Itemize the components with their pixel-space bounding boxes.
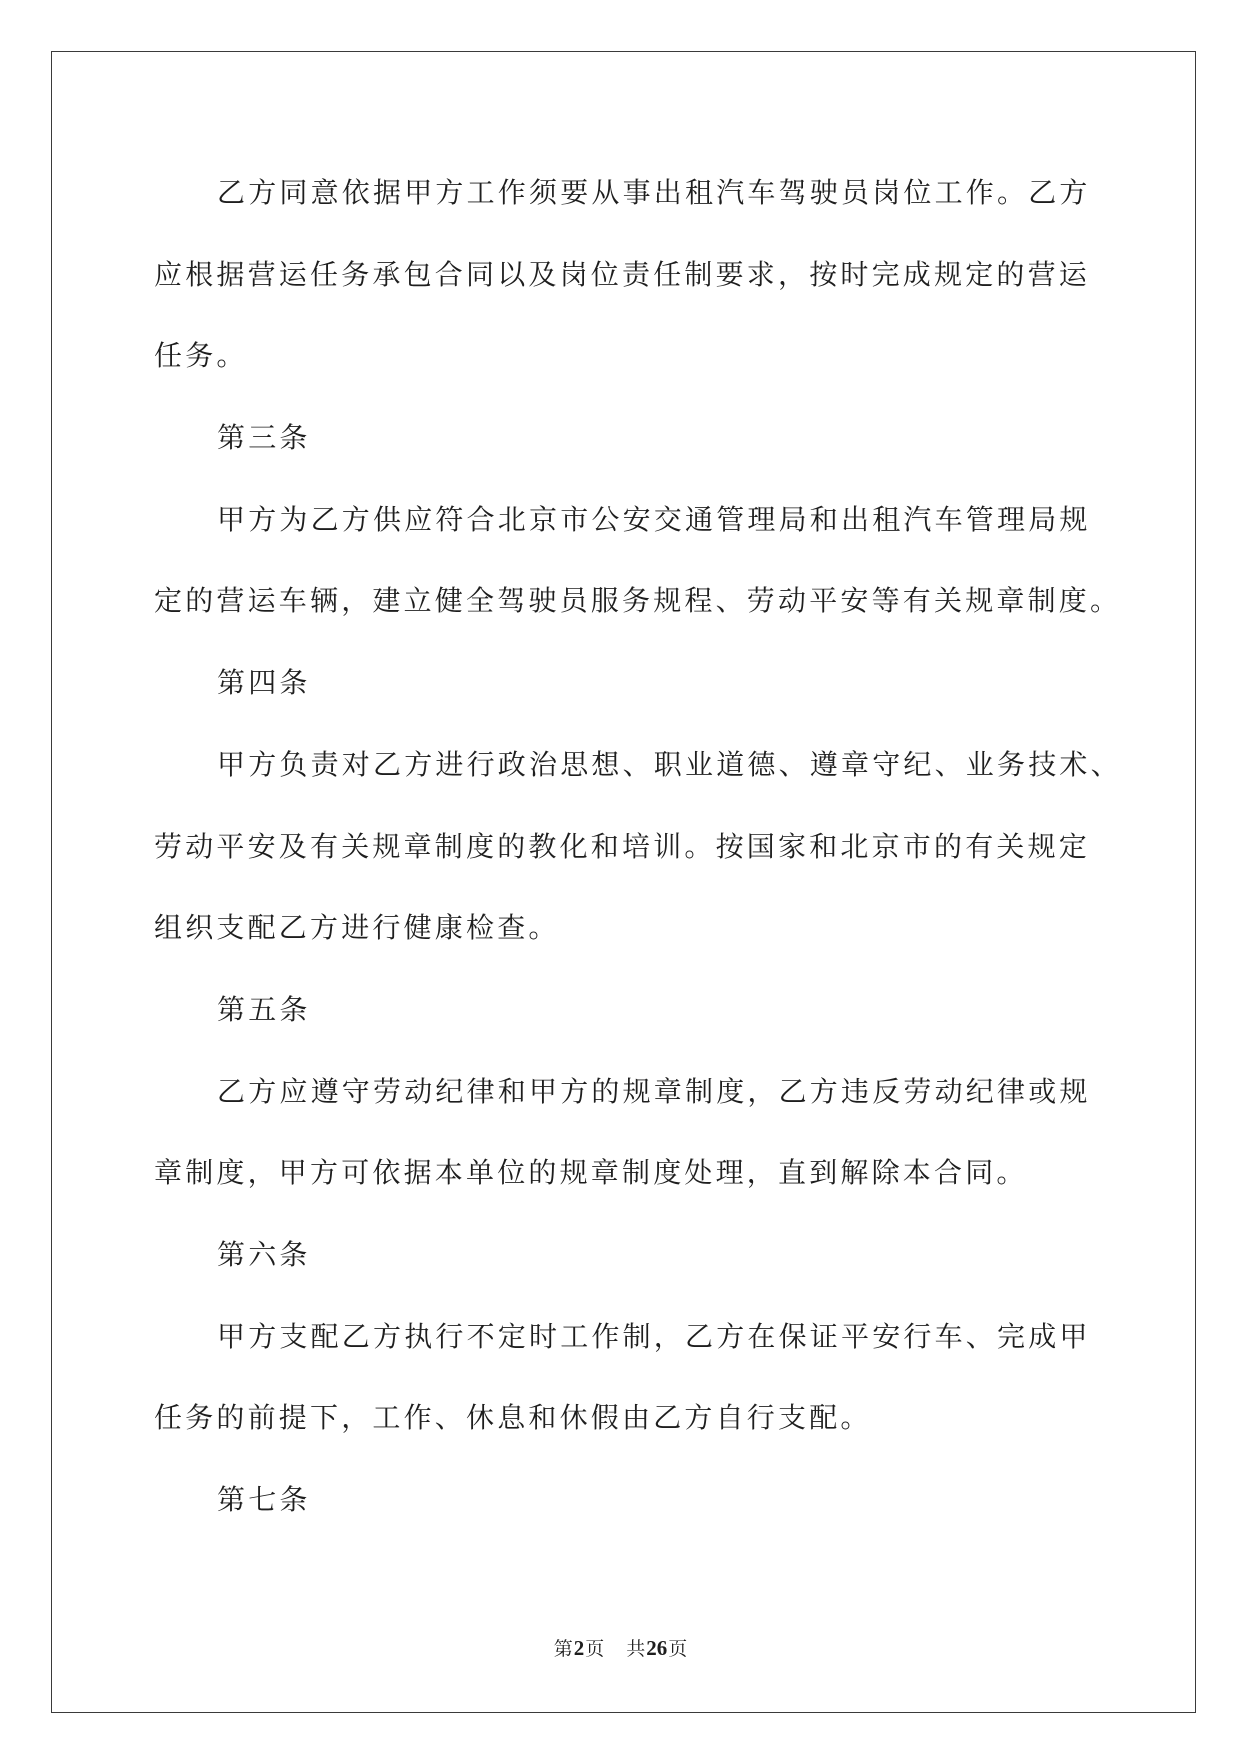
text-line: 甲方为乙方供应符合北京市公安交通管理局和出租汽车管理局规 bbox=[217, 502, 1091, 536]
text-line: 劳动平安及有关规章制度的教化和培训。按国家和北京市的有关规定 bbox=[154, 829, 1091, 863]
paragraph bbox=[154, 1051, 1154, 1214]
article-heading-text: 第六条 bbox=[217, 1237, 311, 1271]
text-line: 甲方负责对乙方进行政治思想、职业道德、遵章守纪、业务技术、 bbox=[217, 747, 1122, 781]
text-line: 乙方同意依据甲方工作须要从事出租汽车驾驶员岗位工作。乙方 bbox=[217, 176, 1091, 209]
text-line: 甲方支配乙方执行不定时工作制，乙方在保证平安行车、完成甲 bbox=[217, 1319, 1091, 1353]
article-heading bbox=[154, 1459, 1154, 1541]
article-heading-text: 第七条 bbox=[217, 1483, 311, 1516]
paragraph bbox=[154, 724, 1154, 969]
paragraph bbox=[154, 1296, 1154, 1459]
text-line: 应根据营运任务承包合同以及岗位责任制要求，按时完成规定的营运 bbox=[154, 257, 1091, 291]
article-heading bbox=[154, 969, 1154, 1051]
text-line: 任务的前提下，工作、休息和休假由乙方自行支配。 bbox=[154, 1401, 872, 1435]
article-heading bbox=[154, 642, 1154, 724]
article-heading bbox=[154, 397, 1154, 479]
article-heading-text: 第五条 bbox=[217, 992, 311, 1026]
text-line: 乙方应遵守劳动纪律和甲方的规章制度，乙方违反劳动纪律或规 bbox=[217, 1074, 1091, 1108]
article-heading-text: 第三条 bbox=[217, 421, 311, 455]
text-line: 任务。 bbox=[154, 339, 248, 373]
page-number-suffix: 页 bbox=[585, 1638, 605, 1660]
paragraph bbox=[154, 152, 1154, 397]
page-number: 2 bbox=[573, 1636, 585, 1660]
text-line: 组织支配乙方进行健康检查。 bbox=[154, 911, 560, 945]
paragraph bbox=[154, 479, 1154, 642]
page-number-prefix: 第 bbox=[553, 1638, 573, 1660]
document-body bbox=[154, 152, 1154, 1541]
total-pages: 26 bbox=[646, 1636, 668, 1660]
text-line: 章制度，甲方可依据本单位的规章制度处理，直到解除本合同。 bbox=[154, 1156, 1028, 1190]
article-heading-text: 第四条 bbox=[217, 666, 311, 700]
article-heading bbox=[154, 1214, 1154, 1296]
total-pages-suffix: 页 bbox=[668, 1638, 688, 1660]
text-line: 定的营运车辆，建立健全驾驶员服务规程、劳动平安等有关规章制度。 bbox=[154, 584, 1122, 618]
page-footer bbox=[0, 1634, 1241, 1662]
total-pages-prefix: 共 bbox=[626, 1638, 646, 1660]
